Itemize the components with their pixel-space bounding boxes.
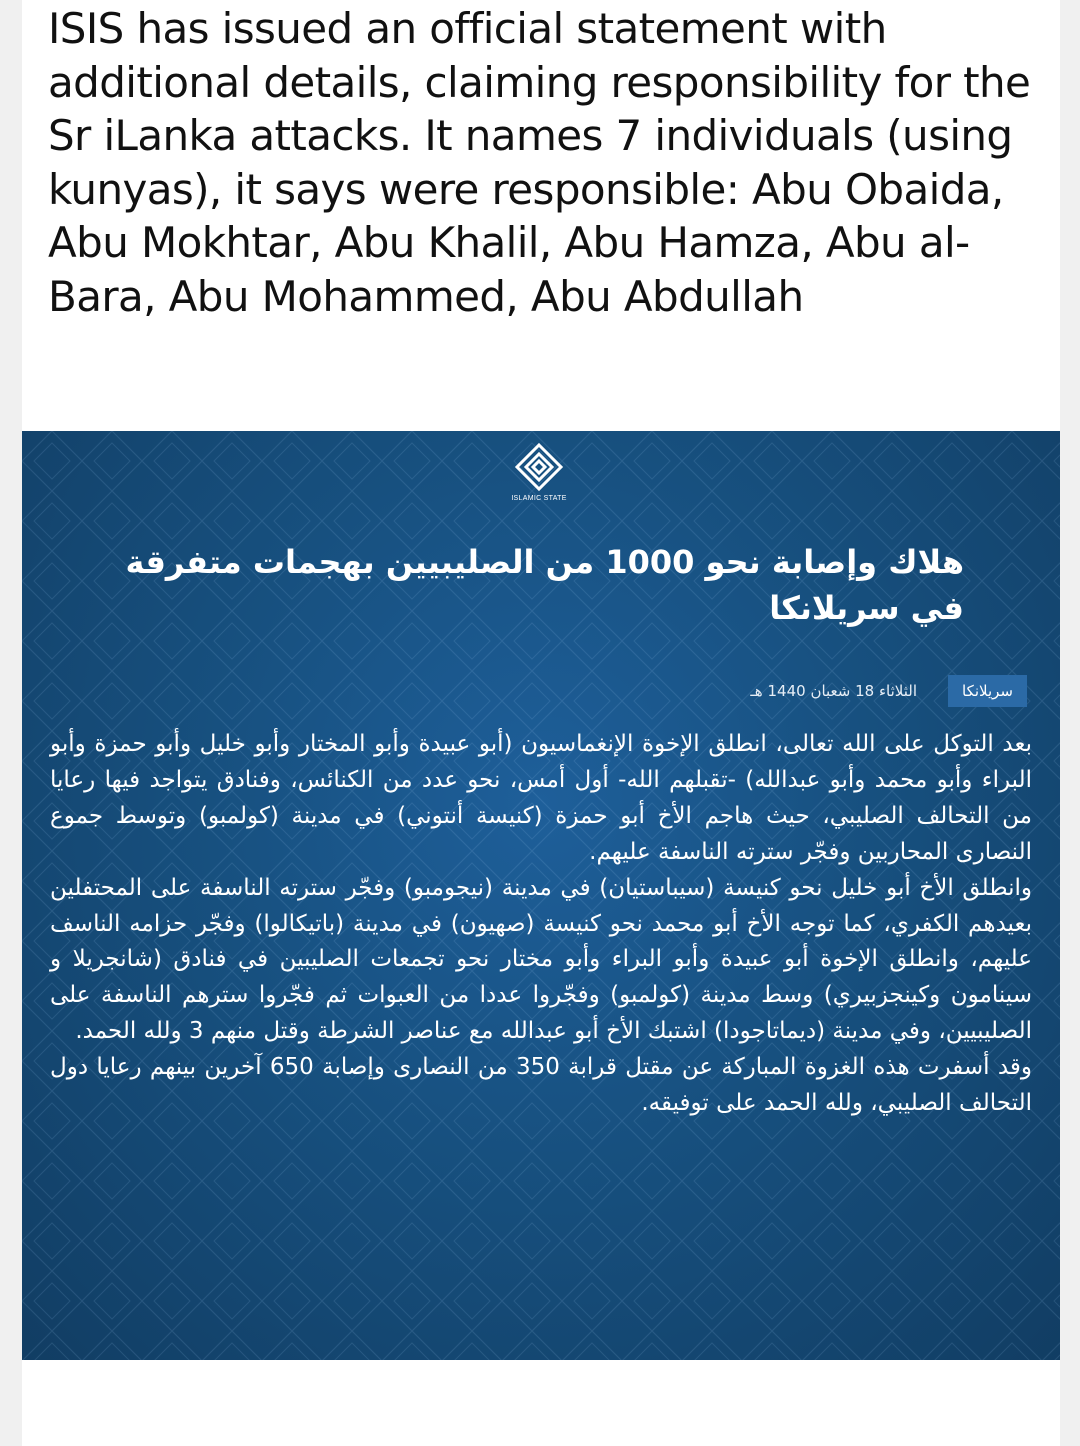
post-card bbox=[22, 0, 1060, 1446]
statement-headline: هلاك وإصابة نحو 1000 من الصليبيين بهجمات متفرقة في سريلانكا bbox=[125, 543, 964, 627]
statement-image[interactable] bbox=[22, 431, 1060, 1360]
post-caption: ISIS has issued an official statement with additional details, claiming responsibility for the Sr iLanka attacks. It names 7 individuals (using kunyas), it says were responsible: Abu Obaida, Abu Mokhtar, Abu Khalil, Abu Hamza, Abu al-Bara, Abu Mohammed, Abu Abdullah bbox=[48, 4, 1031, 321]
statement-meta bbox=[702, 675, 1027, 707]
statement-body bbox=[50, 727, 1032, 1122]
statement-paragraph: وانطلق الأخ أبو خليل نحو كنيسة (سيباستيان) في مدينة (نيجومبو) وفجّر سترته الناسفة على المحتفلين بعيدهم الكفري، كما توجه الأخ أبو محمد نحو كنيسة (صهيون) في مدينة (باتيكالوا) وفجّر حزامه الناسف عليهم، وانطلق الإخوة أبو عبيدة وأبو البراء وأبو مختار نحو تجمعات الصليبين في فنادق (شانجريلا و سينامون وكينجزبيري) وسط مدينة (كولمبو) وفجّروا عددا من العبوات ثم فجّروا سترهم الناسفة على الصليبيين، وفي مدينة (ديماتاجودا) اشتبك الأخ أبو عبدالله مع عناصر الشرطة وقتل منهم 3 ولله الحمد. bbox=[50, 874, 1032, 1045]
statement-paragraph: بعد التوكل على الله تعالى، انطلق الإخوة الإنغماسيون (أبو عبيدة وأبو المختار وأبو خليل وأبو حمزة وأبو البراء وأبو محمد وأبو عبدالله) -تقبلهم الله- أول أمس، نحو عدد من الكنائس، وفنادق يتواجد فيها رعايا من التحالف الصليبي، حيث هاجم الأخ أبو حمزة (كنيسة أنتوني) في مدينة (كولمبو) وتوسط جموع النصارى المحاربين وفجّر سترته الناسفة عليهم. bbox=[50, 731, 1032, 865]
place-tag: سريلانكا bbox=[948, 675, 1027, 707]
statement-date: الثلاثاء 18 شعبان 1440 هـ bbox=[750, 682, 917, 700]
logo-text: ISLAMIC STATE bbox=[511, 495, 567, 502]
statement-paragraph: وقد أسفرت هذه الغزوة المباركة عن مقتل قرابة 350 من النصارى وإصابة 650 آخرين بينهم رعايا دول التحالف الصليبي، ولله الحمد على توفيقه. bbox=[50, 1054, 1033, 1117]
